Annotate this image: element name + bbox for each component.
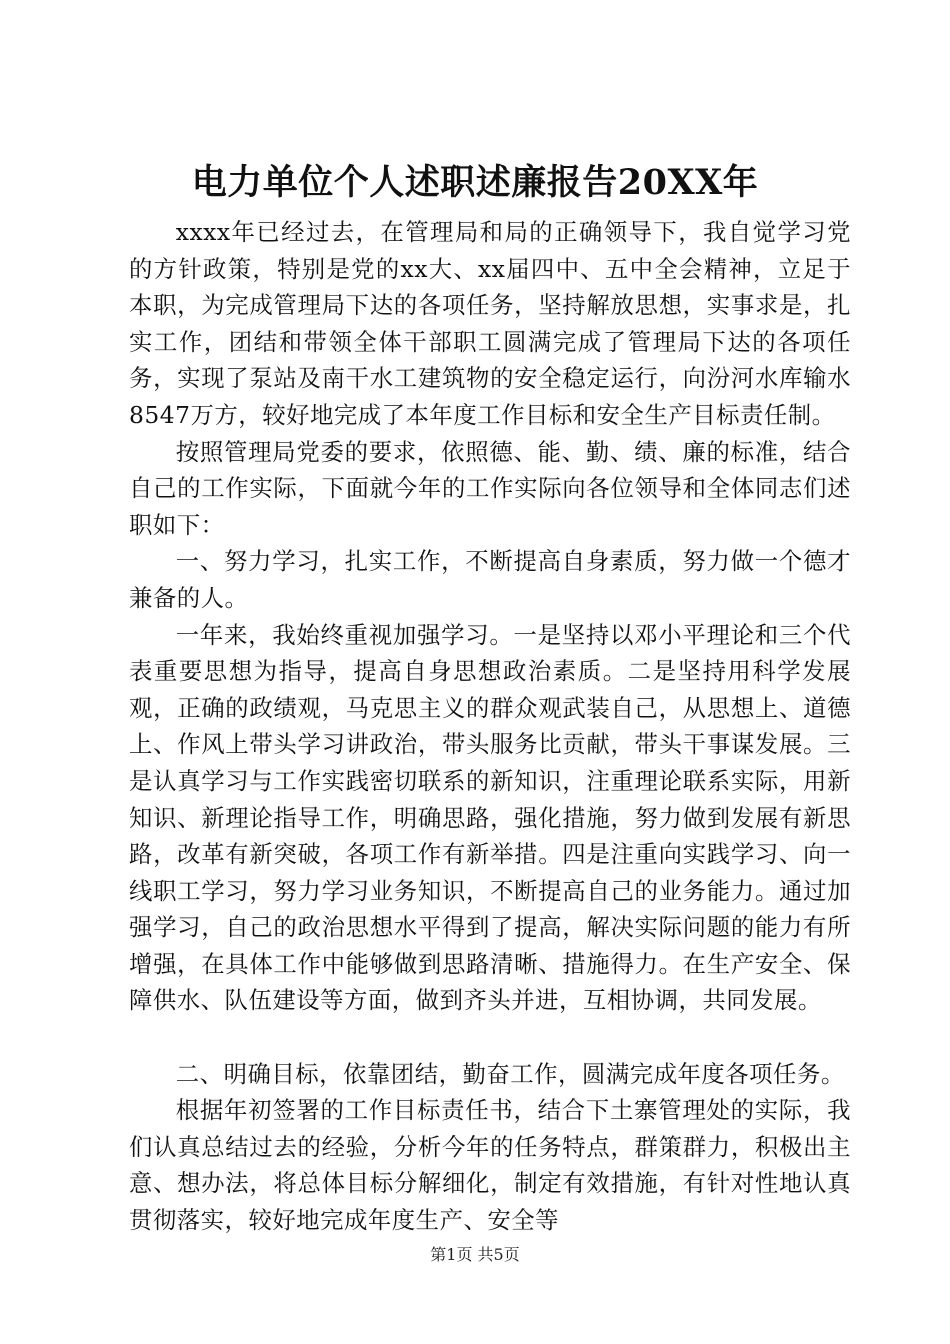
paragraph-intro: xxxx年已经过去，在管理局和局的正确领导下，我自觉学习党的方针政策，特别是党的xx大、xx届四中、五中全会精神，立足于本职，为完成管理局下达的各项任务，坚持解放思想，实事求是，扎实工作，团结和带领全体干部职工圆满完成了管理局下达的各项任务，实现了泵站及南干水工建筑物的安全稳定运行，向汾河水库输水8547万方，较好地完成了本年度工作目标和安全生产目标责任制。 (129, 218, 851, 429)
paragraph-goals: 根据年初签署的工作目标责任书，结合下土寨管理处的实际，我们认真总结过去的经验，分析今年的任务特点，群策群力，积极出主意、想办法，将总体目标分解细化，制定有效措施，有针对性地认真贯彻落实，较好地完成年度生产、安全等 (129, 1096, 851, 1235)
paragraph-standards: 按照管理局党委的要求，依照德、能、勤、绩、廉的标准，结合自己的工作实际，下面就今年的工作实际向各位领导和全体同志们述职如下： (129, 437, 851, 539)
section-heading-2: 二、明确目标，依靠团结，勤奋工作，圆满完成年度各项任务。 (175, 1059, 845, 1088)
section-heading-1: 一、努力学习，扎实工作，不断提高自身素质，努力做一个德才兼备的人。 (129, 547, 851, 612)
paragraph-study: 一年来，我始终重视加强学习。一是坚持以邓小平理论和三个代表重要思想为指导，提高自身思想政治素质。二是坚持用科学发展观，正确的政绩观，马克思主义的群众观武装自己，从思想上、道德上、作风上带头学习讲政治，带头服务比贡献，带头干事谋发展。三是认真学习与工作实践密切联系的新知识，注重理论联系实际，用新知识、新理论指导工作，明确思路，强化措施，努力做到发展有新思路，改革有新突破，各项工作有新举措。四是注重向实践学习、向一线职工学习，努力学习业务知识，不断提高自己的业务能力。通过加强学习，自己的政治思想水平得到了提高，解决实际问题的能力有所增强，在具体工作中能够做到思路清晰、措施得力。在生产安全、保障供水、队伍建设等方面，做到齐头并进，互相协调，共同发展。 (129, 620, 851, 1015)
document-title: 电力单位个人述职述廉报告20XX年 (191, 162, 759, 203)
page-footer: 第1页 共5页 (430, 1245, 520, 1264)
document-body (129, 214, 851, 1239)
